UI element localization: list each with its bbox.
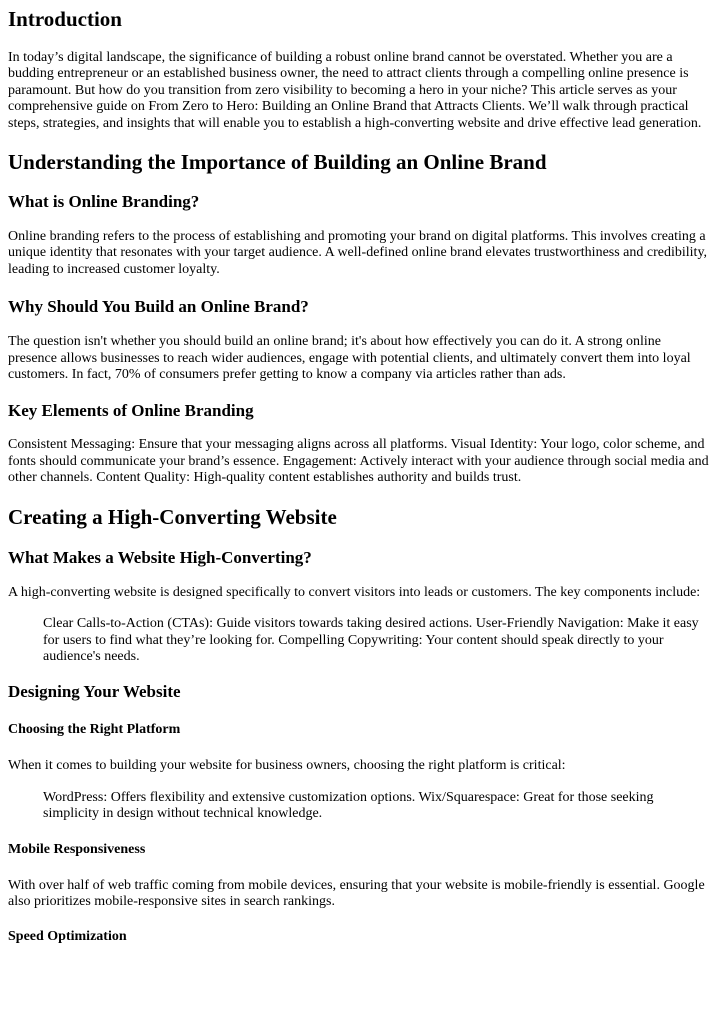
what-is-branding-paragraph: Online branding refers to the process of establishing and promoting your brand on digital platforms. This involves creating a unique identity that resonates with your target audience. A well-defined online brand elevates trustworthiness and credibility, leading to increased customer loyalty. (8, 229, 708, 277)
key-elements-heading: Key Elements of Online Branding (8, 401, 254, 421)
why-build-paragraph: The question isn't whether you should build an online brand; it's about how effectively you can do it. A strong online presence allows businesses to reach wider audiences, engage with potential clients, and ultimately convert them into loyal customers. In fact, 70% of consumers prefer getting to know a company via articles rather than ads. (8, 334, 691, 383)
platform-list: WordPress: Offers flexibility and extensive customization options. Wix/Squarespace: Great for those seeking simplicity in design without technical knowledge. (43, 789, 654, 822)
key-elements-paragraph: Consistent Messaging: Ensure that your messaging aligns across all platforms. Visual Identity: Your logo, color scheme, and fonts should communicate your brand’s essence. Engagement: Actively interact with your audience through social media and other channels. Content Quality: High-quality content establishes authority and builds trust. (8, 437, 709, 486)
high-converting-heading: What Makes a Website High-Converting? (8, 547, 312, 567)
platform-paragraph: When it comes to building your website for business owners, choosing the right platform is critical: (8, 758, 566, 774)
speed-heading: Speed Optimization (8, 929, 127, 945)
intro-heading: Introduction (8, 7, 122, 31)
mobile-heading: Mobile Responsiveness (8, 841, 146, 857)
mobile-paragraph: With over half of web traffic coming from mobile devices, ensuring that your website is mobile-friendly is essential. Google also prioritizes mobile-responsive sites in search rankings. (8, 877, 705, 909)
what-is-branding-heading: What is Online Branding? (8, 192, 200, 212)
why-build-heading: Why Should You Build an Online Brand? (8, 297, 309, 317)
website-heading: Creating a High-Converting Website (8, 504, 337, 529)
importance-heading: Understanding the Importance of Building an Online Brand (8, 150, 547, 175)
high-converting-paragraph: A high-converting website is designed specifically to convert visitors into leads or customers. The key components include: (8, 584, 701, 600)
high-converting-list: Clear Calls-to-Action (CTAs): Guide visitors towards taking desired actions. User-Friendly Navigation: Make it easy for users to find what they’re looking for. Compelling Copywriting: Your content should speak directly to your audience's needs. (43, 616, 699, 664)
article (0, 7, 720, 945)
designing-heading: Designing Your Website (8, 682, 181, 702)
intro-paragraph: In today’s digital landscape, the significance of building a robust online brand cannot be overstated. Whether you are a budding entrepreneur or an established business owner, the need to attract clients through a compelling online presence is paramount. But how do you transition from zero visibility to becoming a hero in your niche? This article serves as your comprehensive guide on From Zero to Hero: Building an Online Brand that Attracts Clients. We’ll walk through practical steps, strategies, and insights that will enable you to establish a high-converting website and drive effective lead generation. (8, 50, 702, 131)
platform-heading: Choosing the Right Platform (8, 722, 181, 738)
